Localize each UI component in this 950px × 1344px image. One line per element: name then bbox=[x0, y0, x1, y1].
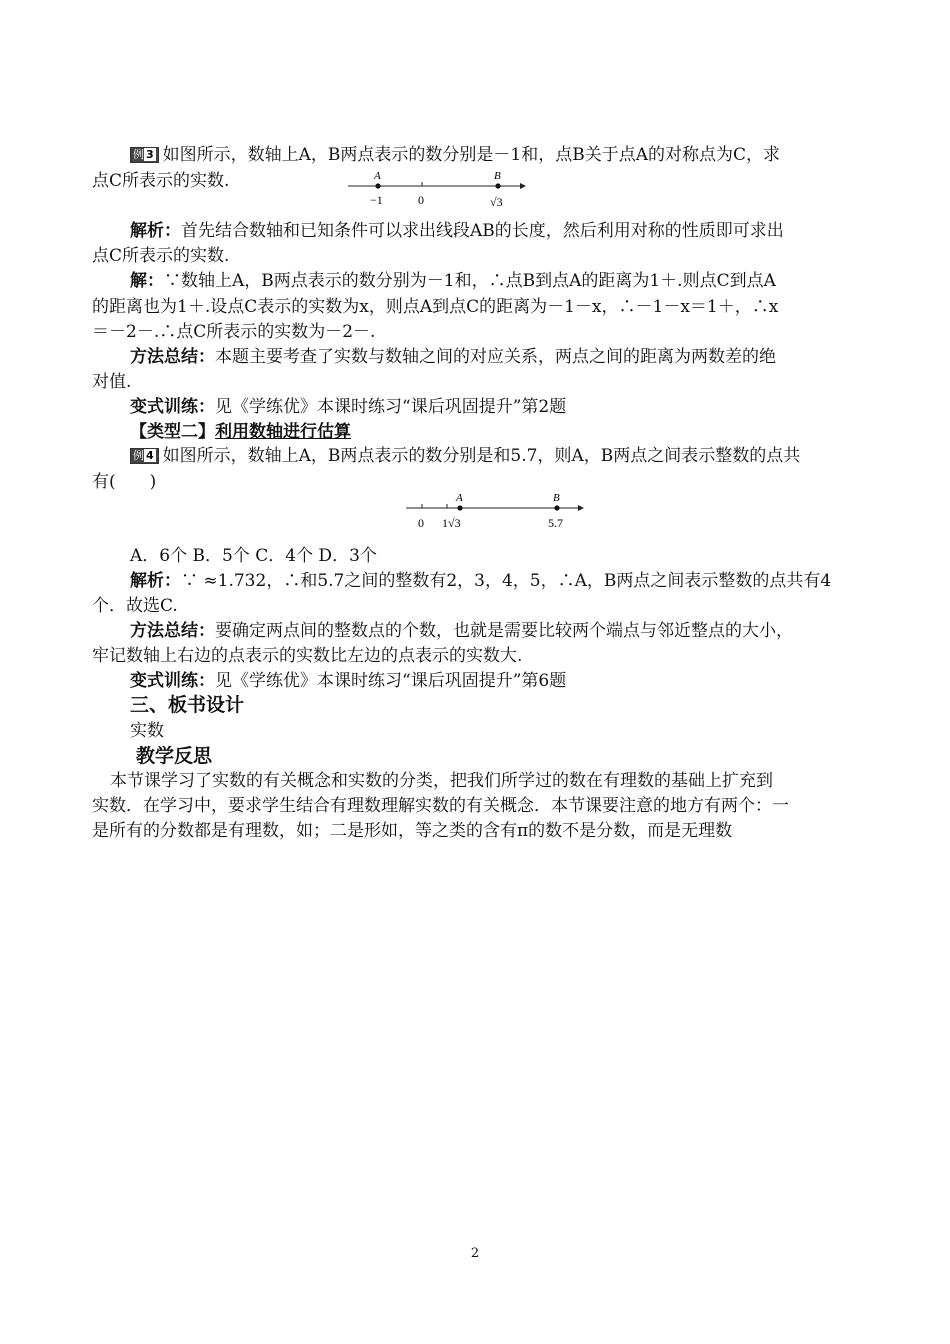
example-3-line-2: 点C所表示的实数. bbox=[92, 171, 230, 191]
point-a-label: A bbox=[456, 492, 463, 504]
summary-2-line-1: 方法总结：要确定两点间的整数点的个数，也就是需要比较两个端点与邻近整点的大小， bbox=[130, 621, 793, 641]
summary-1-line-2: 对值. bbox=[92, 372, 132, 392]
solution-1-line-1: 解：∵数轴上A，B两点表示的数分别为－1和，∴点B到点A的距离为1＋.则点C到点A bbox=[130, 271, 776, 291]
point-b-label: B bbox=[553, 492, 560, 504]
tick-label-1-sqrt3: 1√3 bbox=[442, 516, 461, 530]
answer-options: A．6个 B．5个 C．4个 D．3个 bbox=[130, 546, 377, 566]
analysis-2-line-1: 解析：∵ ≈1.732，∴和5.7之间的整数有2，3，4，5，∴A，B两点之间表示整数的点共有4 bbox=[130, 571, 832, 591]
solution-1-line-3: ＝－2－.∴点C所表示的实数为－2－. bbox=[92, 322, 376, 342]
tick-label-0: 0 bbox=[418, 516, 424, 530]
example-4-line-1: 例 4 如图所示，数轴上A，B两点表示的数分别是和5.7，则A，B两点之间表示整数的点共 bbox=[130, 443, 900, 469]
number-line-2 bbox=[398, 488, 588, 534]
example-4-line-2: 有( ) bbox=[92, 472, 157, 492]
reflection-line-1: 本节课学习了实数的有关概念和实数的分类，把我们所学过的数在有理数的基础上扩充到 bbox=[110, 771, 773, 791]
summary-1-line-1: 方法总结：本题主要考查了实数与数轴之间的对应关系，两点之间的距离为两数差的绝 bbox=[130, 347, 776, 367]
example-3-badge: 例 3 bbox=[130, 147, 159, 163]
example-4-badge: 例 4 bbox=[130, 448, 159, 464]
reflection-line-3: 是所有的分数都是有理数，如；二是形如，等之类的含有π的数不是分数，而是无理数 bbox=[92, 821, 733, 841]
reflection-line-2: 实数．在学习中，要求学生结合有理数理解实数的有关概念．本节课要注意的地方有两个：一 bbox=[92, 796, 789, 816]
point-b bbox=[495, 183, 500, 188]
section-3-content: 实数 bbox=[130, 721, 164, 741]
point-a-label: A bbox=[374, 170, 381, 182]
analysis-1-line-1: 解析：首先结合数轴和已知条件可以求出线段AB的长度，然后利用对称的性质即可求出 bbox=[130, 221, 784, 241]
reflection-title: 教学反思 bbox=[136, 745, 213, 767]
summary-2-line-2: 牢记数轴上右边的点表示的实数比左边的点表示的实数大. bbox=[92, 646, 523, 666]
example-3-line-1: 例 3 如图所示，数轴上A，B两点表示的数分别是－1和，点B关于点A的对称点为C，求 bbox=[130, 142, 900, 168]
point-b-label: B bbox=[494, 170, 501, 182]
analysis-2-line-2: 个．故选C. bbox=[92, 596, 178, 616]
tick-label-neg1: −1 bbox=[370, 193, 383, 207]
tick-label-0: 0 bbox=[418, 193, 424, 207]
solution-1-line-2: 的距离也为1＋.设点C表示的实数为x，则点A到点C的距离为－1－x，∴－1－x＝1＋，∴x bbox=[92, 297, 779, 317]
page-number: 2 bbox=[470, 1246, 480, 1261]
point-a bbox=[457, 505, 462, 510]
number-line-1 bbox=[340, 168, 530, 212]
point-b bbox=[554, 505, 559, 510]
practice-1: 变式训练：见《学练优》本课时练习“课后巩固提升”第2题 bbox=[130, 397, 567, 417]
tick-label-5-7: 5.7 bbox=[548, 516, 563, 530]
point-a bbox=[375, 183, 380, 188]
tick-label-sqrt3: √3 bbox=[490, 195, 503, 209]
section-3-title: 三、板书设计 bbox=[130, 694, 245, 716]
type-2-heading: 【类型二】利用数轴进行估算 bbox=[130, 422, 351, 442]
practice-2: 变式训练：见《学练优》本课时练习“课后巩固提升”第6题 bbox=[130, 671, 567, 691]
analysis-1-line-2: 点C所表示的实数. bbox=[92, 246, 230, 266]
